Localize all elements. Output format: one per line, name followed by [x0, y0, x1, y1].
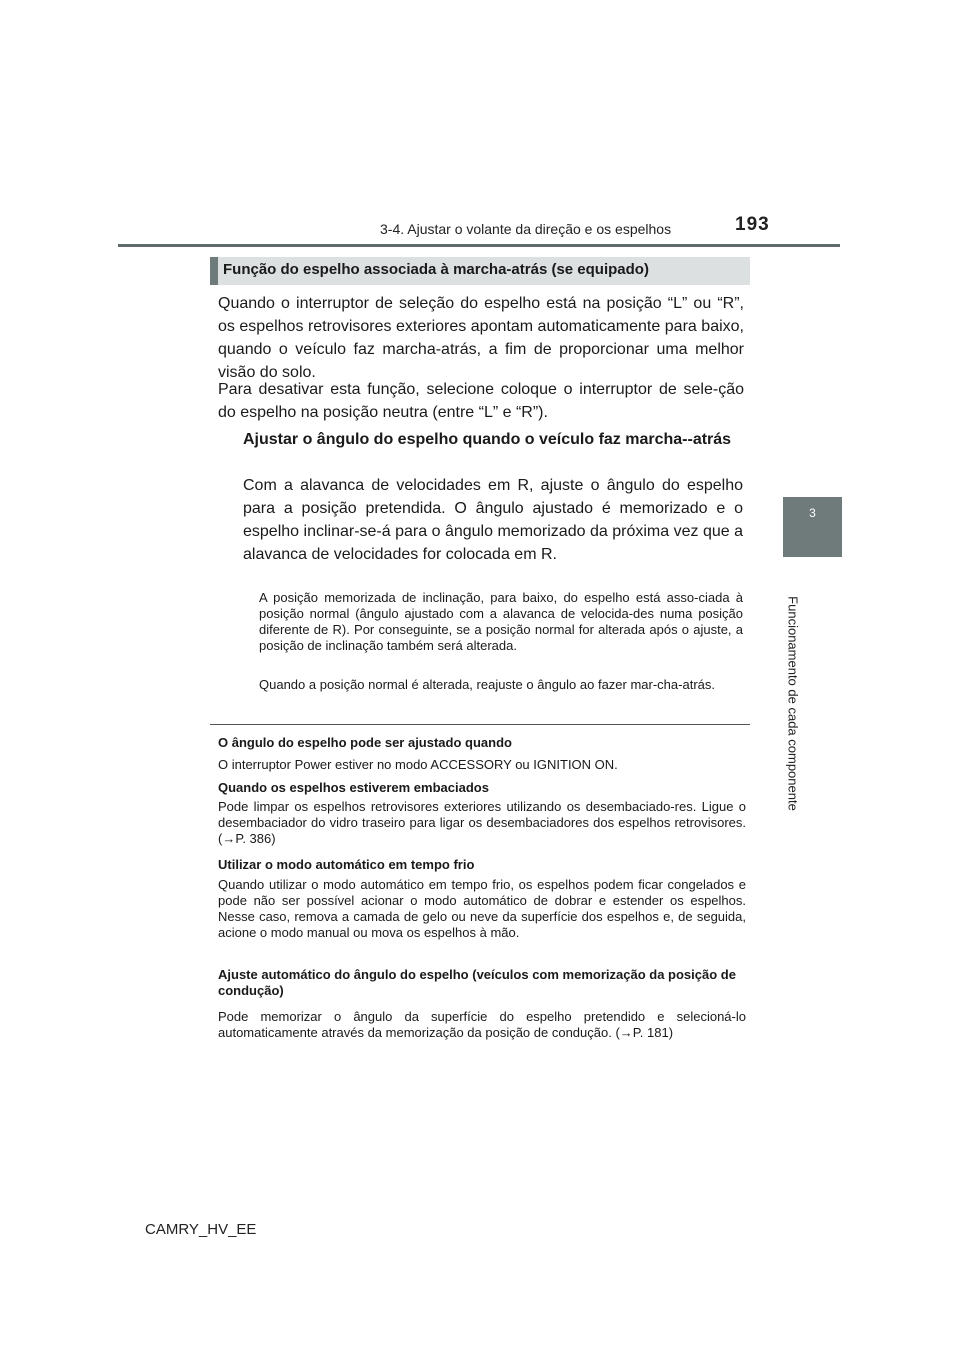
info-title: Quando os espelhos estiverem embaciados [218, 780, 489, 795]
running-header: 3-4. Ajustar o volante da direção e os espelhos [380, 221, 672, 237]
sub-body: Com a alavanca de velocidades em R, ajuste o ângulo do espelho para a posição pretendida. O ângulo ajustado é memorizado e o espelho inclinar-se-á para o ângulo memorizado da próxima vez que a alavanca de velocidades for colocada em R. [243, 477, 743, 563]
sub-heading: Ajustar o ângulo do espelho quando o veículo faz marcha--atrás [243, 431, 732, 448]
disable-paragraph: Para desativar esta função, selecione coloque o interruptor de sele-ção do espelho na posição neutra (entre “L” e “R”). [218, 381, 744, 421]
info-body: Quando utilizar o modo automático em tempo frio, os espelhos podem ficar congelados e pode não ser possível acionar o modo automático de dobrar e estender os espelhos. Nesse caso, remova a camada de gelo ou neve da superfície dos espelhos e, de seguida, acione o modo manual ou mova os espelhos à mão. [218, 877, 746, 940]
chapter-title: Funcionamento de cada componente [785, 596, 801, 811]
intro-paragraph: Quando o interruptor de seleção do espelho está na posição “L” ou “R”, os espelhos retrovisores exteriores apontam automaticamente para baixo, quando o veículo faz marcha-atrás, a fim de proporcionar uma melhor visão do solo. [218, 295, 744, 381]
info-body: Pode memorizar o ângulo da superfície do espelho pretendido e selecioná-lo automaticamente através da memorização da posição de condução. (→P. 181) [218, 1009, 746, 1040]
section-title: Função do espelho associada à marcha-atrás (se equipado) [223, 261, 649, 278]
info-title: Utilizar o modo automático em tempo frio [218, 857, 475, 872]
header-divider [118, 244, 840, 247]
model-code: CAMRY_HV_EE [145, 1221, 257, 1238]
info-title: Ajuste automático do ângulo do espelho (veículos com memorização da posição de condução) [218, 967, 736, 998]
note-paragraph: A posição memorizada de inclinação, para baixo, do espelho está asso-ciada à posição normal (ângulo ajustado com a alavanca de velocida-des numa posição diferente de R). Por conseguinte, se a posição normal for alterada após o ajuste, a posição de inclinação também será alterada. [259, 590, 743, 653]
page-number: 193 [735, 214, 770, 235]
chapter-number: 3 [809, 506, 816, 520]
info-body: Pode limpar os espelhos retrovisores exteriores utilizando os desembaciado-res. Ligue o desembaciador do vidro traseiro para ligar os desembaciadores dos espelhos retrovisores. (→P. 386) [218, 799, 746, 846]
info-title: O ângulo do espelho pode ser ajustado quando [218, 735, 512, 750]
info-body: O interruptor Power estiver no modo ACCESSORY ou IGNITION ON. [218, 757, 618, 772]
note-paragraph: Quando a posição normal é alterada, reajuste o ângulo ao fazer mar-cha-atrás. [259, 677, 715, 692]
section-divider [210, 724, 750, 725]
